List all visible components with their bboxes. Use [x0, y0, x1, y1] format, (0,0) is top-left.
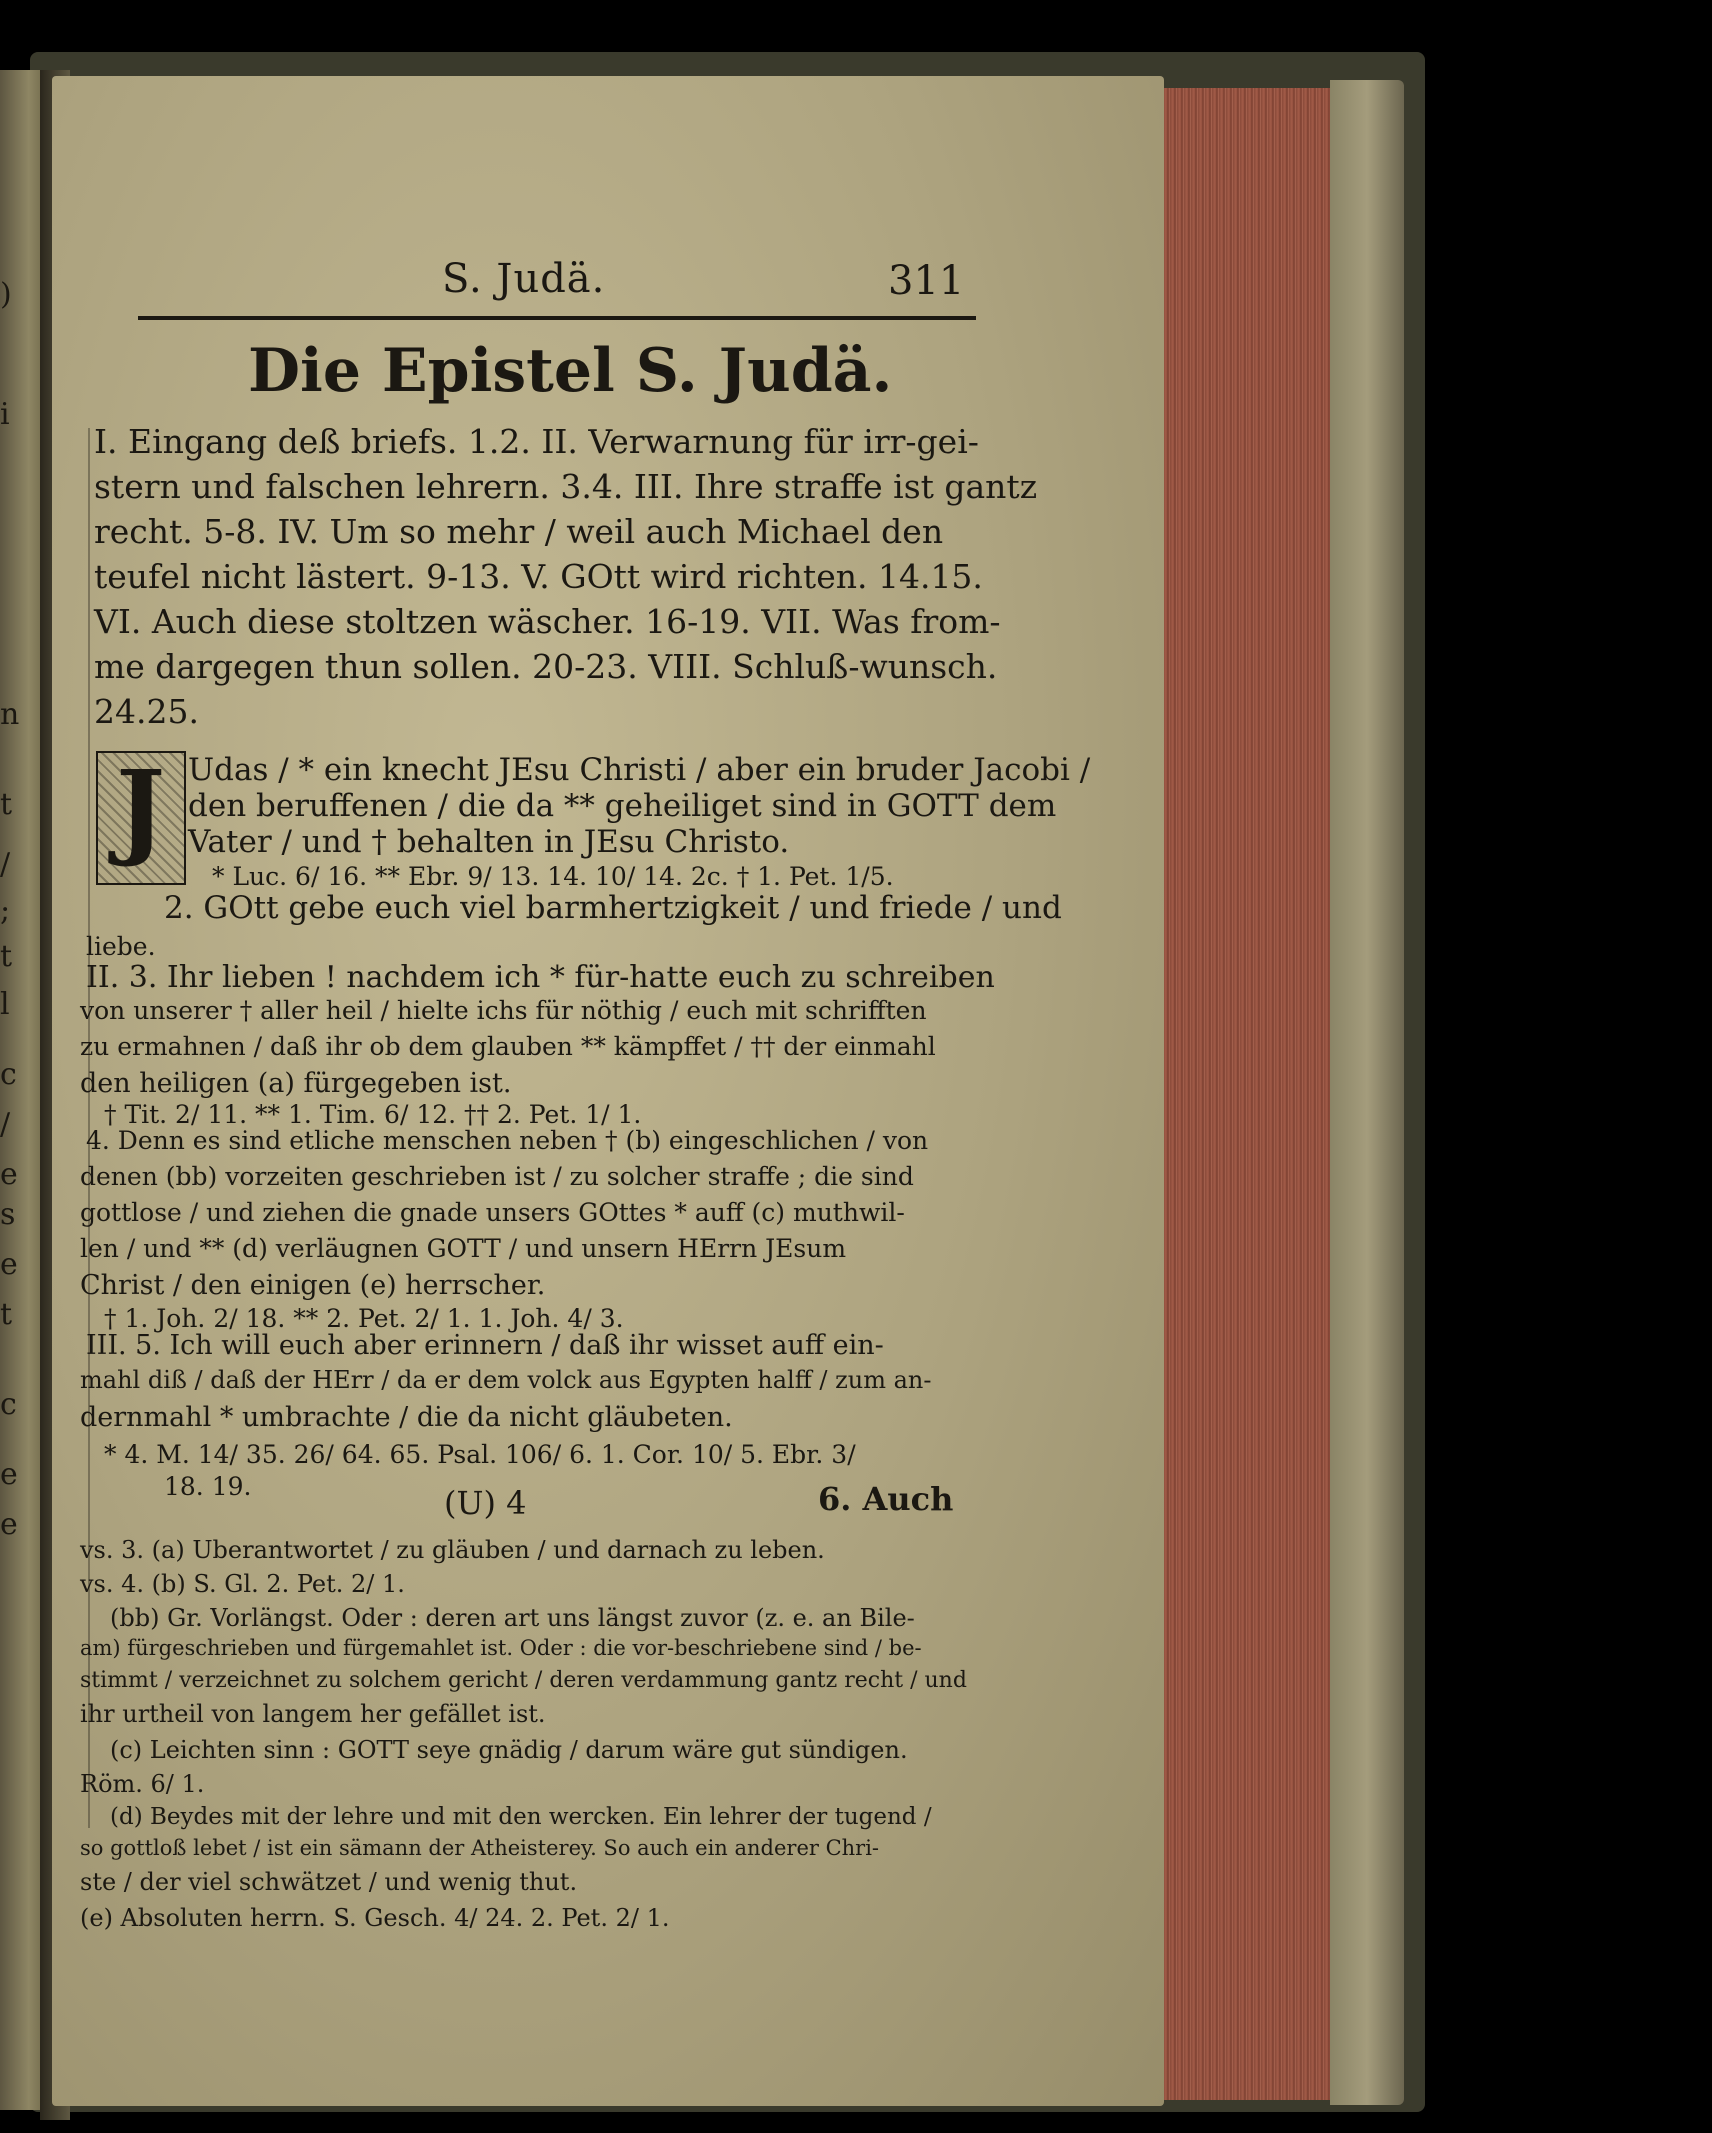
running-head: S. Judä. [442, 256, 606, 302]
footnote-line: (c) Leichten sinn : GOTT seye gnädig / darum wäre gut sündigen. [110, 1736, 908, 1764]
left-page-fragment: / [0, 1107, 11, 1142]
body-line: dernmahl * umbrachte / die da nicht gläubeten. [80, 1402, 733, 1433]
reference-line: 18. 19. [164, 1472, 252, 1501]
left-page-fragment: l [0, 987, 10, 1022]
footnote-line: (d) Beydes mit der lehre und mit den wercken. Ein lehrer der tugend / [110, 1804, 932, 1830]
left-page-fragment: c [0, 1057, 17, 1092]
body-line: gottlose / und ziehen die gnade unsers GOttes * auff (c) muthwil- [80, 1198, 905, 1227]
summary-line: stern und falschen lehrern. 3.4. III. Ihre straffe ist gantz [94, 467, 1038, 506]
left-page-fragment: e [0, 1247, 18, 1282]
body-line: III. 5. Ich will euch aber erinnern / daß ihr wisset auff ein- [86, 1330, 884, 1361]
catchword: 6. Auch [818, 1480, 954, 1518]
left-page-fragment: c [0, 1387, 17, 1422]
body-line: len / und ** (d) verläugnen GOTT / und unsern HErrn JEsum [80, 1234, 847, 1263]
summary-line: 24.25. [94, 692, 199, 731]
footnote-line: vs. 4. (b) S. Gl. 2. Pet. 2/ 1. [80, 1570, 405, 1598]
footnote-line: (bb) Gr. Vorlängst. Oder : deren art uns längst zuvor (z. e. an Bile- [110, 1604, 915, 1632]
left-page-fragment: n [0, 697, 20, 732]
signature-mark: (U) 4 [444, 1484, 527, 1522]
footnote-line: (e) Absoluten herrn. S. Gesch. 4/ 24. 2. Pet. 2/ 1. [80, 1904, 670, 1932]
body-line: den beruffenen / die da ** geheiliget sind in GOTT dem [188, 788, 1057, 824]
left-page-fragment: t [0, 1297, 13, 1332]
body-line: Vater / und † behalten in JEsu Christo. [188, 824, 790, 860]
footnote-line: am) fürgeschrieben und fürgemahlet ist. Oder : die vor-beschriebene sind / be- [80, 1636, 922, 1660]
body-line: zu ermahnen / daß ihr ob dem glauben ** kämpffet / †† der einmahl [80, 1032, 936, 1061]
left-page-fragment: t [0, 939, 13, 974]
summary-line: recht. 5-8. IV. Um so mehr / weil auch Michael den [94, 512, 944, 551]
body-line: mahl diß / daß der HErr / da er dem volck aus Egypten halff / zum an- [80, 1366, 932, 1394]
footnote-line: ste / der viel schwätzet / und wenig thut. [80, 1868, 578, 1896]
left-page-fragment: i [0, 397, 10, 432]
left-page-fragment: / [0, 847, 11, 882]
footnote-line: Röm. 6/ 1. [80, 1770, 205, 1798]
left-page-fragment: ; [0, 893, 11, 928]
footnote-line: vs. 3. (a) Uberantwortet / zu gläuben / und darnach zu leben. [80, 1536, 825, 1564]
cover-edge [1330, 80, 1404, 2105]
left-page-fragment: e [0, 1157, 18, 1192]
reference-line: * 4. M. 14/ 35. 26/ 64. 65. Psal. 106/ 6. 1. Cor. 10/ 5. Ebr. 3/ [104, 1440, 856, 1469]
page-number: 311 [888, 258, 965, 304]
footnote-line: stimmt / verzeichnet zu solchem gericht / deren verdammung gantz recht / und [80, 1668, 967, 1693]
left-page-fragment: t [0, 787, 13, 822]
left-page-fragment: e [0, 1457, 18, 1492]
summary-line: teufel nicht lästert. 9-13. V. GOtt wird richten. 14.15. [94, 557, 983, 596]
left-page-fragment: e [0, 1507, 18, 1542]
left-page-fragment: ) [0, 277, 12, 312]
chapter-title: Die Epistel S. Judä. [248, 336, 893, 406]
body-line: Christ / den einigen (e) herrscher. [80, 1270, 546, 1301]
reference-line: † 1. Joh. 2/ 18. ** 2. Pet. 2/ 1. 1. Joh. 4/ 3. [104, 1304, 624, 1333]
body-line: denen (bb) vorzeiten geschrieben ist / zu solcher straffe ; die sind [80, 1162, 914, 1191]
summary-line: VI. Auch diese stoltzen wäscher. 16-19. VII. Was from- [94, 602, 1001, 641]
summary-line: me dargegen thun sollen. 20-23. VIII. Schluß-wunsch. [94, 647, 998, 686]
summary-line: I. Eingang deß briefs. 1.2. II. Verwarnung für irr-gei- [94, 422, 979, 461]
head-rule [138, 316, 976, 320]
reference-line: * Luc. 6/ 16. ** Ebr. 9/ 13. 14. 10/ 14. 2c. † 1. Pet. 1/5. [212, 862, 894, 891]
body-line: Udas / * ein knecht JEsu Christi / aber ein bruder Jacobi / [188, 752, 1091, 788]
body-line: 4. Denn es sind etliche menschen neben † (b) eingeschlichen / von [86, 1126, 929, 1155]
body-line: den heiligen (a) fürgegeben ist. [80, 1068, 512, 1099]
footnote-line: so gottloß lebet / ist ein sämann der Atheisterey. So auch ein anderer Chri- [80, 1836, 880, 1860]
ornamental-initial [96, 747, 186, 885]
reference-line: † Tit. 2/ 11. ** 1. Tim. 6/ 12. †† 2. Pet. 1/ 1. [104, 1100, 642, 1129]
body-line: liebe. [86, 932, 156, 961]
initial-letter: J [116, 747, 166, 870]
page-edge [1160, 88, 1335, 2100]
footnote-line: ihr urtheil von langem her gefället ist. [80, 1700, 546, 1728]
body-line: 2. GOtt gebe euch viel barmhertzigkeit / und friede / und [164, 890, 1062, 926]
body-line: II. 3. Ihr lieben ! nachdem ich * für-hatte euch zu schreiben [86, 960, 995, 995]
body-line: von unserer † aller heil / hielte ichs für nöthig / euch mit schrifften [80, 996, 927, 1025]
left-page-fragment: s [0, 1197, 16, 1232]
right-page [52, 76, 1164, 2106]
